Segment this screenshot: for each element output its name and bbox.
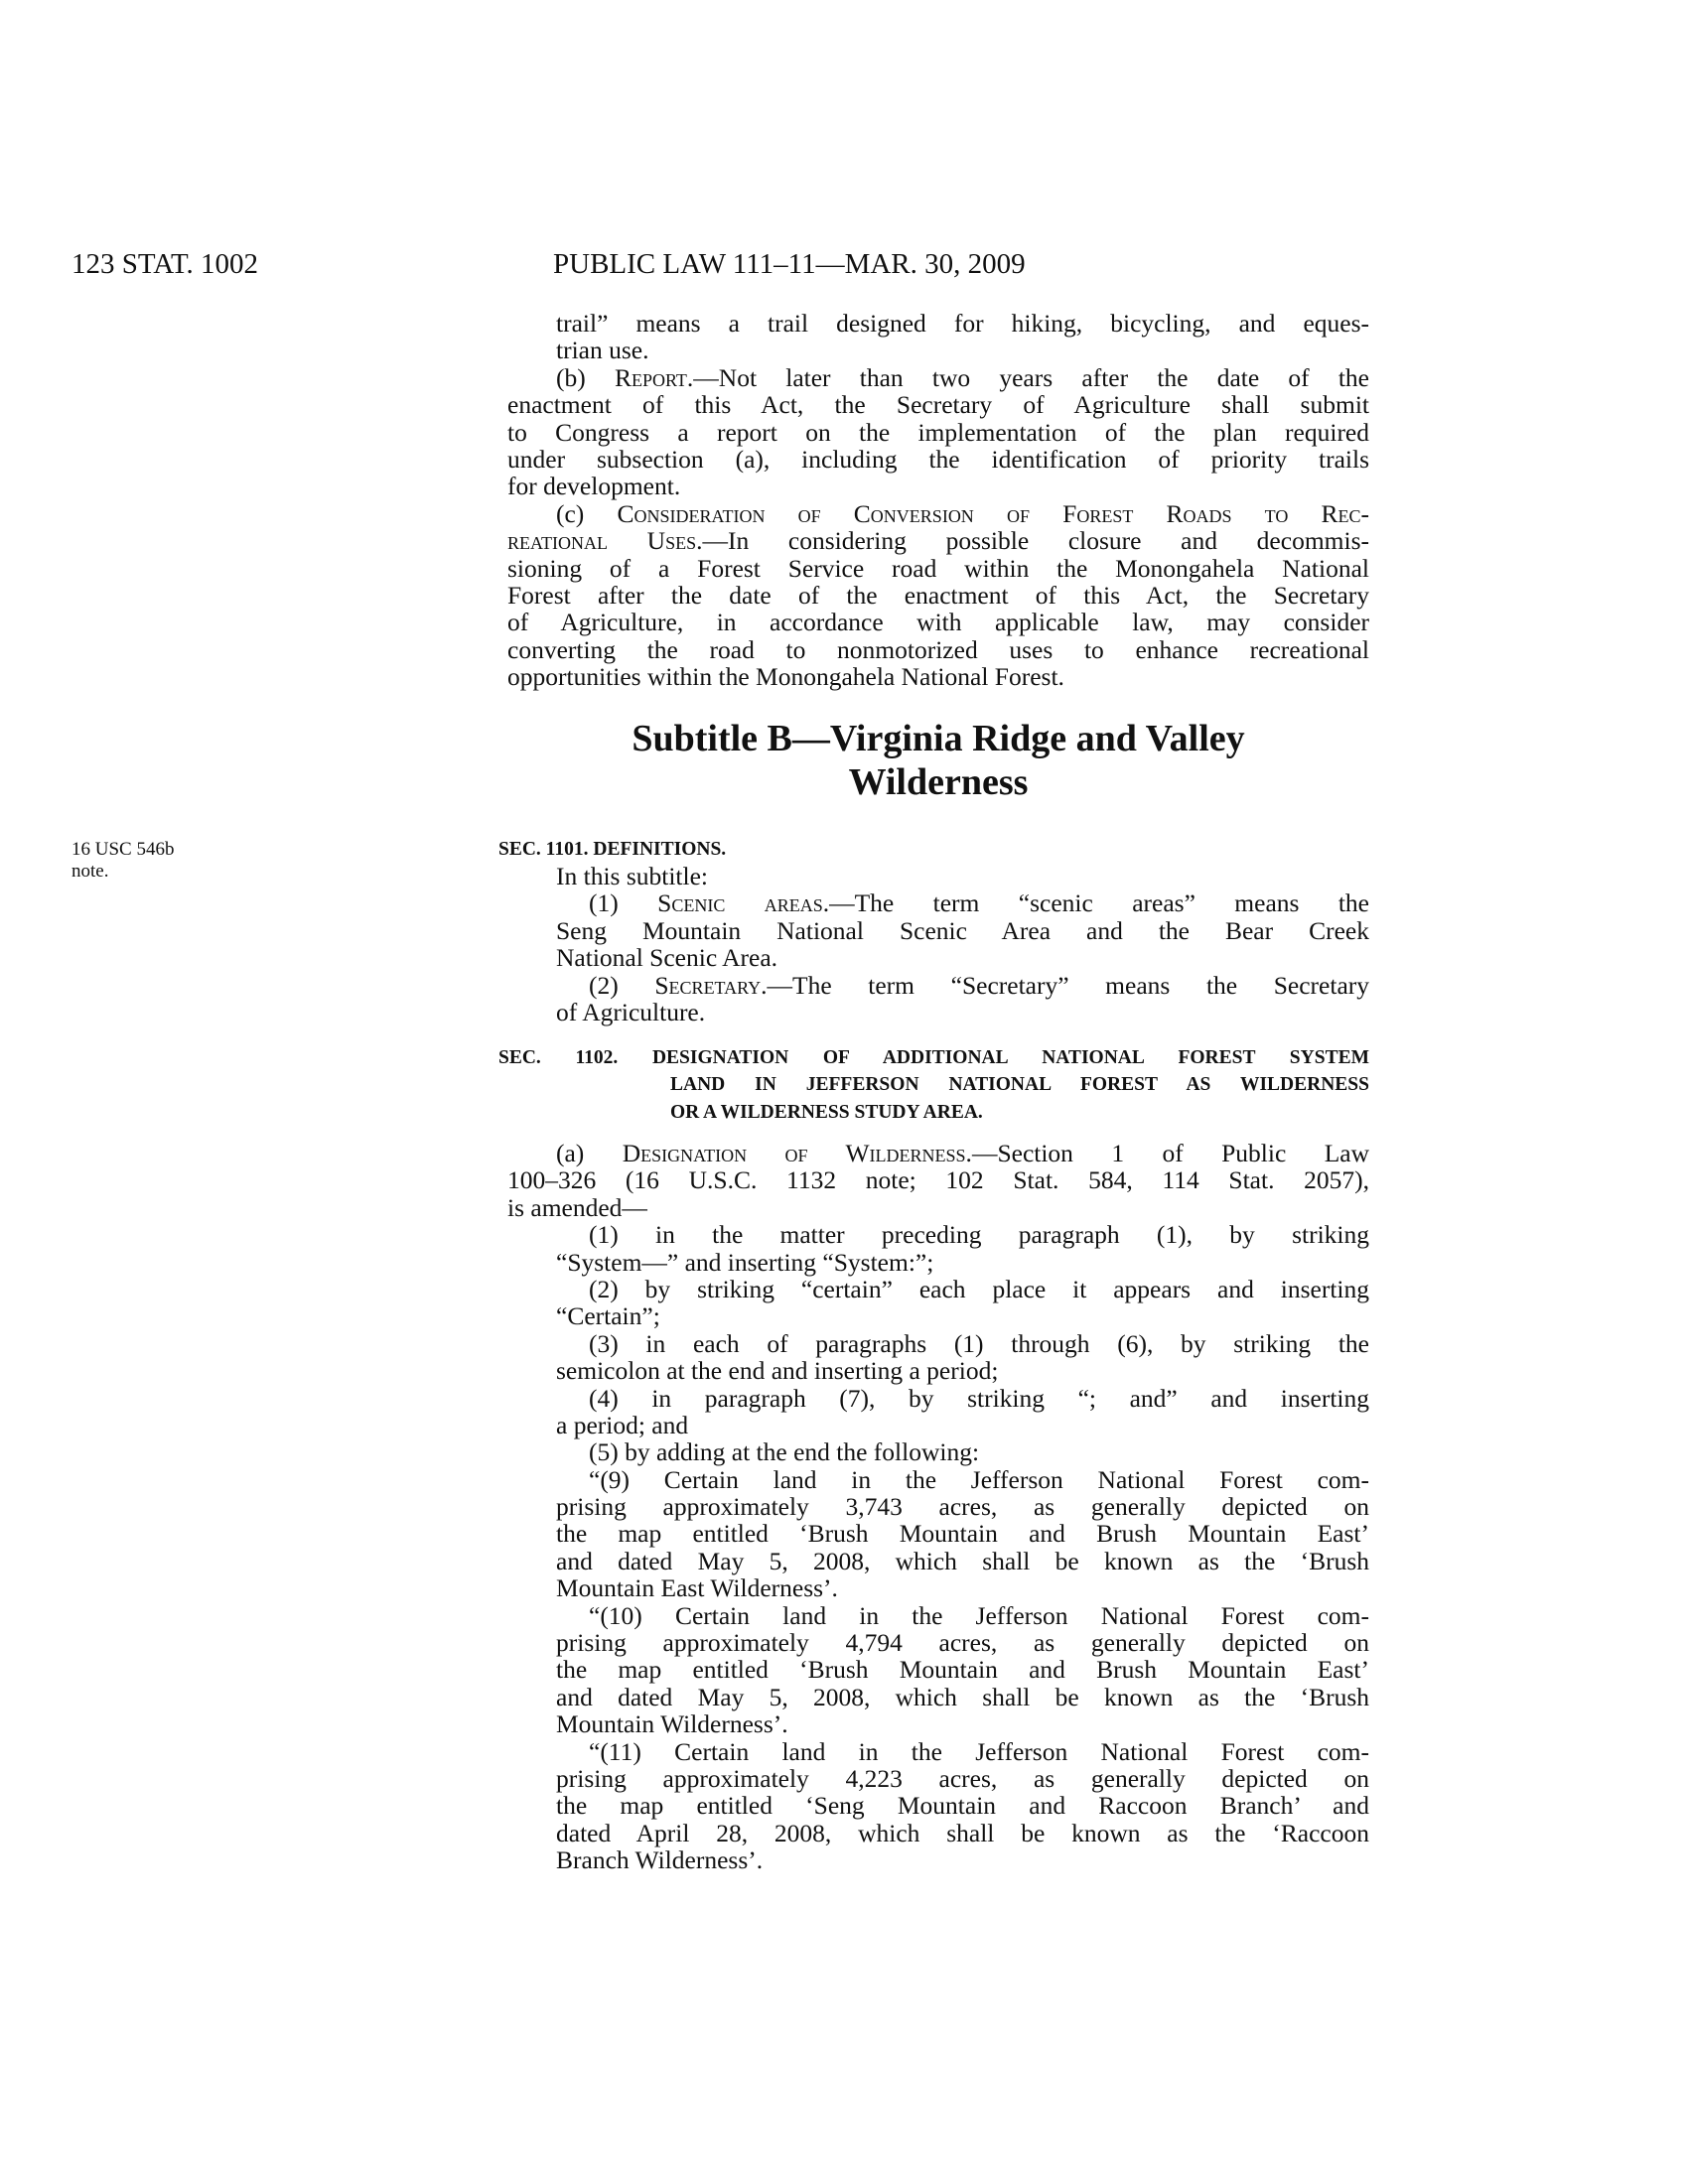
section-heading-line: OR A WILDERNESS STUDY AREA. xyxy=(670,1101,983,1123)
text-line: opportunities within the Monongahela National Forest. xyxy=(507,662,1064,692)
text-line: 100–326 (16 U.S.C. 1132 note; 102 Stat. 584, 114 Stat. 2057), xyxy=(507,1165,1369,1195)
list-item xyxy=(507,310,1369,364)
text-segment: —Not later than two years after the date of the xyxy=(693,362,1370,392)
paragraph-heading: Report. xyxy=(614,362,694,392)
text-line: “Certain”; xyxy=(556,1301,660,1331)
text-line: sioning of a Forest Service road within the Monongahela National xyxy=(507,553,1369,583)
text-line: semicolon at the end and inserting a period; xyxy=(556,1356,999,1386)
text-line: Branch Wilderness’. xyxy=(556,1845,764,1875)
text-line: (1) in the matter preceding paragraph (1), by striking xyxy=(589,1220,1369,1250)
text-line: In this subtitle: xyxy=(556,862,708,890)
paragraph xyxy=(507,500,1369,691)
list-item xyxy=(507,1602,1369,1738)
text-segment: (a) xyxy=(556,1139,623,1167)
text-line: trian use. xyxy=(556,336,649,365)
text-line xyxy=(507,364,1369,391)
text-line: (3) in each of paragraphs (1) through (6), by striking the xyxy=(589,1328,1369,1358)
list-item xyxy=(507,1276,1369,1330)
text-segment: —Section 1 of Public Law xyxy=(971,1139,1370,1167)
text-segment: (2) xyxy=(589,970,655,1000)
text-line: Mountain East Wilderness’. xyxy=(556,1573,838,1603)
text-line: (4) in paragraph (7), by striking “; and” and inserting xyxy=(589,1383,1369,1413)
section-1003-continuation xyxy=(507,310,1369,690)
text-line: the map entitled ‘Seng Mountain and Raccoon Branch’ and xyxy=(556,1791,1369,1821)
text-line: “(10) Certain land in the Jefferson National Forest com- xyxy=(589,1600,1369,1630)
text-line: Seng Mountain National Scenic Area and the Bear Creek xyxy=(556,915,1369,945)
text-segment: —In considering possible closure and decommis- xyxy=(702,526,1369,556)
text-line xyxy=(507,1140,1369,1166)
text-line xyxy=(507,889,1369,916)
text-line xyxy=(507,527,1369,554)
text-line xyxy=(507,972,1369,999)
text-line: and dated May 5, 2008, which shall be known as the ‘Brush xyxy=(556,1682,1369,1711)
text-line: “System—” and inserting “System:”; xyxy=(556,1247,934,1277)
margin-note xyxy=(71,839,174,883)
paragraph-heading: Scenic areas. xyxy=(657,888,830,918)
running-header: PUBLIC LAW 111–11—MAR. 30, 2009 xyxy=(553,248,1026,280)
text-segment: (b) xyxy=(556,362,615,392)
text-segment: —The term “scenic areas” means the xyxy=(829,888,1369,918)
list-item xyxy=(507,1330,1369,1385)
list-item xyxy=(507,972,1369,1026)
section-heading-line: SEC. 1101. DEFINITIONS. xyxy=(498,839,727,860)
text-line: Forest after the date of the enactment of this Act, the Secretary xyxy=(507,580,1369,610)
text-line: the map entitled ‘Brush Mountain and Brush Mountain East’ xyxy=(556,1655,1369,1685)
text-segment: (1) xyxy=(589,888,658,918)
text-line: prising approximately 3,743 acres, as generally depicted on xyxy=(556,1492,1369,1522)
text-segment: (c) xyxy=(556,498,618,528)
list-item xyxy=(507,889,1369,971)
text-line: for development. xyxy=(507,472,681,501)
text-line: a period; and xyxy=(556,1410,689,1439)
text-line: Mountain Wilderness’. xyxy=(556,1709,788,1739)
list-item xyxy=(507,1438,1369,1465)
subtitle-heading xyxy=(507,717,1369,804)
text-line: dated April 28, 2008, which shall be known as the ‘Raccoon xyxy=(556,1818,1369,1847)
subtitle-line: Wilderness xyxy=(848,761,1029,803)
section-1102-body xyxy=(507,1140,1369,1874)
text-line: under subsection (a), including the identification of priority trails xyxy=(507,444,1369,474)
section-1101-heading xyxy=(498,836,1369,863)
paragraph-heading: Consideration of Conversion of Forest Roads to Rec- xyxy=(617,498,1369,528)
text-line: the map entitled ‘Brush Mountain and Brush Mountain East’ xyxy=(556,1519,1369,1549)
text-segment: —The term “Secretary” means the Secretary xyxy=(767,970,1370,1000)
text-line: enactment of this Act, the Secretary of Agriculture shall submit xyxy=(507,390,1369,420)
text-line: of Agriculture, in accordance with applicable law, may consider xyxy=(507,608,1369,637)
text-line: (5) by adding at the end the following: xyxy=(589,1437,980,1467)
text-line xyxy=(507,500,1369,527)
list-item xyxy=(507,1738,1369,1874)
paragraph-heading: Secretary. xyxy=(654,970,768,1000)
paragraph-heading: reational Uses. xyxy=(507,526,703,556)
text-line: of Agriculture. xyxy=(556,997,706,1026)
text-line: (2) by striking “certain” each place it appears and inserting xyxy=(589,1274,1369,1303)
text-line: National Scenic Area. xyxy=(556,943,778,973)
margin-note-line: 16 USC 546b xyxy=(71,839,175,860)
text-line: “(9) Certain land in the Jefferson National Forest com- xyxy=(589,1464,1369,1494)
text-line: converting the road to nonmotorized uses to enhance recreational xyxy=(507,634,1369,664)
subtitle-line: Subtitle B—Virginia Ridge and Valley xyxy=(632,718,1245,759)
text-line: prising approximately 4,794 acres, as generally depicted on xyxy=(556,1628,1369,1658)
list-item xyxy=(507,1466,1369,1602)
text-line: to Congress a report on the implementation of the plan required xyxy=(507,417,1369,447)
text-line: “(11) Certain land in the Jefferson National Forest com- xyxy=(589,1736,1369,1766)
text-line: and dated May 5, 2008, which shall be known as the ‘Brush xyxy=(556,1546,1369,1575)
list-item xyxy=(507,1385,1369,1439)
text-line: trail” means a trail designed for hiking, bicycling, and eques- xyxy=(556,309,1369,338)
list-item xyxy=(507,1221,1369,1276)
page-citation: 123 STAT. 1002 xyxy=(71,248,259,280)
paragraph xyxy=(507,364,1369,500)
margin-note-line: note. xyxy=(71,861,109,882)
text-line: prising approximately 4,223 acres, as generally depicted on xyxy=(556,1763,1369,1793)
section-1101-body xyxy=(507,863,1369,1025)
paragraph xyxy=(507,863,1369,889)
text-line: is amended— xyxy=(507,1192,647,1222)
section-heading-line: LAND IN JEFFERSON NATIONAL FOREST AS WILDERNESS xyxy=(670,1074,1369,1096)
paragraph xyxy=(507,1140,1369,1221)
paragraph-heading: Designation of Wilderness. xyxy=(622,1139,972,1167)
section-heading-line: SEC. 1102. DESIGNATION OF ADDITIONAL NATIONAL FOREST SYSTEM xyxy=(498,1047,1369,1068)
section-1102-heading xyxy=(498,1044,1369,1126)
